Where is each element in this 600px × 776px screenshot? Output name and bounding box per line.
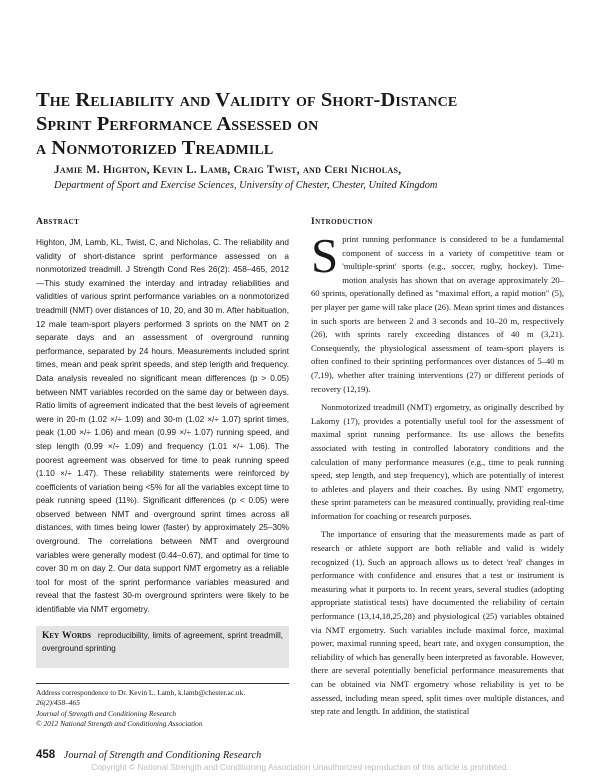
page-footer: [36, 749, 261, 761]
title-line: The Reliability and Validity of Short-Distance: [36, 89, 458, 111]
correspondence-note: [36, 688, 296, 730]
intro-paragraph: [311, 228, 564, 396]
introduction-body: [311, 228, 564, 724]
abstract-text: Highton, JM, Lamb, KL, Twist, C, and Nicholas, C. The reliability and validity of short-distance sprint performance assessed on a nonmotorized treadmill. J Strength Cond Res 26(2): 458–465, 2012—This study examined the interday and intraday reliabilities and validities of various sprint performance variables on a nonmotorized treadmill (NMT) over distances of 10, 20, and 30 m. After habituation, 12 male team-sport players performed 3 sprints on the NMT on 2 separate days and an assessment of overground running performance, separated by 24 hours. Measurements included sprint times, mean and peak sprint speeds, and step length and frequency. Data analysis revealed no significant mean differences (p > 0.05) between NMT variables recorded on the same day or between days. Ratio limits of agreement indicated that the best levels of agreement were in 20-m (1.02 ×/÷ 1.09) and 30-m (1.02 ×/÷ 1.07) sprint times, peak (1.00 ×/÷ 1.06) and mean (0.99 ×/÷ 1.07) running speed, and step length (0.99 ×/÷ 1.09) and frequency (1.01 ×/÷ 1.06). The poorest agreement was observed for time to peak running speed (1.10 ×/÷ 1.47). These reliability statements were reinforced by coefficients of variation being <5% for all the variables except time to peak running speed (11%). Significant differences (p < 0.05) were observed between NMT and overground sprint times across all distances, with times being lower (faster) by approximately 25–30% overground. The correlations between NMT and overground variables were generally modest (0.44–0.67), and optimal for time to cover 30 m on day 2. Our data support NMT ergometry as a reliable tool for most of the sprint performance variables measured and reveal that the fastest 30-m overground sprinters were likely to be identifiable via NMT ergometry.: [36, 238, 289, 615]
intro-paragraph: The importance of ensuring that the measurements made as part of research or athlete support are both reliable and valid is widely recognized (1). Such an approach allows us to detect 'real' changes in performance with confidence and ensures that a test or instrument is measuring what it purports to. In recent years, several studies (adopting appropriate statistical tests) have documented the reliability of certain performance (13,14,18,25,28) and physiological (25) variables obtained via NMT ergometry. Such variables include maximal force, maximal power, maximal running speed, heart rate, and oxygen consumption, the reliability of which has generally been interpreted as favorable. However, there are several potentially beneficial performance measurements that can be obtained via NMT ergometry whose reliability is yet to be assessed, including mean speed, split times over multiple distances, and step rate and length. In addition, the statistical: [311, 529, 564, 717]
affiliation: Department of Sport and Exercise Sciences, University of Chester, Chester, United Kingdom: [54, 180, 438, 191]
keywords-label: Key Words: [42, 631, 91, 641]
intro-paragraph: Nonmotorized treadmill (NMT) ergometry, as originally described by Lakomy (17), provides a potentially useful tool for the assessment of maximal sprint running performance. Its use allows the benefits associated with testing in controlled laboratory conditions and the calculation of many performance measures (e.g., time to peak running speed, step length, and step frequency), which are potentially of interest to athletes and players and their coaches. By using NMT ergometry, these sprint parameters can be measured continually, providing real-time information for coaching or research purposes.: [311, 402, 564, 521]
journal-name-note: Journal of Strength and Conditioning Research: [36, 708, 177, 718]
correspondence-address: Address correspondence to Dr. Kevin L. Lamb, k.lamb@chester.ac.uk.: [36, 688, 246, 697]
copyright-line: © 2012 National Strength and Conditioning Association: [36, 719, 203, 729]
title-line: a Nonmotorized Treadmill: [36, 137, 274, 159]
title-line: Sprint Performance Assessed on: [36, 113, 319, 135]
volume-pages: 26(2)/458–465: [36, 698, 80, 708]
abstract-heading: Abstract: [36, 216, 80, 227]
keywords-box: [36, 626, 289, 668]
intro-paragraph-text: print running performance is considered to be a fundamental component of success in a variety of competitive team or 'multiple-sprint' sports (e.g., soccer, rugby, hockey). Time-motion analysis has shown that on average approximately 20–60 sprints, operationally defined as "maximal effort, a rapid motion" (5), per player per game will take place (26). Mean sprint times and distances in such sports are between 2 and 3 seconds and 10–20 m, respectively (26), with sprints rarely exceeding distances of 40 m (3,21). Consequently, the physiological assessment of team-sport players is often confined to their sprinting performances over distances of 5–40 m (7,19), whether after training interventions (27) or different periods of recovery (12,19).: [311, 234, 564, 394]
drop-cap: S: [311, 228, 339, 283]
footnote-divider: [36, 683, 289, 684]
paper-title: [36, 88, 576, 160]
copyright-watermark: Copyright © National Strength and Conditioning Association Unauthorized reproduction of this article is prohibited.: [91, 762, 509, 772]
footer-journal-name: Journal of Strength and Conditioning Research: [63, 750, 262, 761]
author-list: Jamie M. Highton, Kevin L. Lamb, Craig Twist, and Ceri Nicholas,: [54, 164, 402, 176]
page-number: 458: [36, 749, 56, 761]
keywords-text: reproducibility, limits of agreement, sprint treadmill, overground sprinting: [42, 631, 284, 653]
introduction-heading: Introduction: [311, 216, 373, 227]
